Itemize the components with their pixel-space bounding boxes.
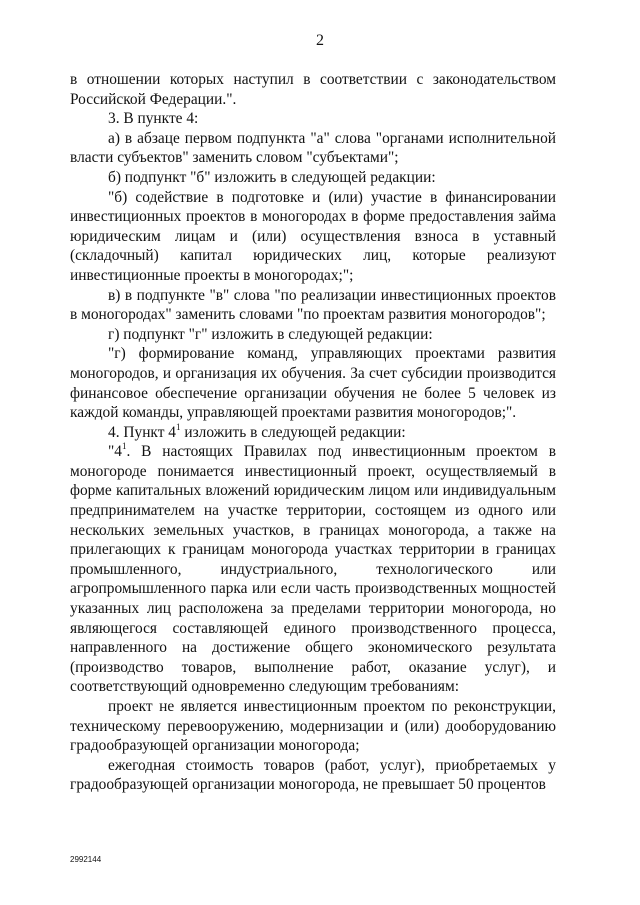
paragraph-7: г) подпункт "г" изложить в следующей редакции: xyxy=(108,325,433,343)
paragraph-10 xyxy=(70,442,556,697)
paragraph-9-end: изложить в следующей редакции: xyxy=(180,423,406,441)
page-number: 2 xyxy=(316,32,324,49)
paragraph-11: проект не является инвестиционным проектом по реконструкции, техническому перевооружению, модернизации и (или) дооборудованию градообразующей организации моногорода; xyxy=(70,698,556,755)
paragraph-2: 3. В пункте 4: xyxy=(108,110,199,128)
paragraph-9 xyxy=(70,423,556,443)
paragraph-5: "б) содействие в подготовке и (или) участие в финансировании инвестиционных проектов в моногородах в форме предоставления займа юридическим лицам и (или) осуществления взноса в уставный (складочный) капитал юридических лиц, которые реализуют инвестиционные проекты в моногородах;"; xyxy=(70,188,556,284)
paragraph-10-start: "4 xyxy=(108,443,122,461)
paragraph-9-start: 4. Пункт 4 xyxy=(108,423,176,441)
paragraph-8: "г) формирование команд, управляющих проектами развития моногородов, и организация их обучения. За счет субсидии производится финансовое обеспечение организации обучения не более 5 человек из каждой команды, управляющей проектами развития моногородов;". xyxy=(70,345,556,422)
superscript: 1 xyxy=(175,421,181,432)
paragraph-4: б) подпункт "б" изложить в следующей редакции: xyxy=(108,168,436,186)
paragraph-3: а) в абзаце первом подпункта "а" слова "органами исполнительной власти субъектов" заменить словом "субъектами"; xyxy=(70,129,556,167)
paragraph-1: в отношении которых наступил в соответствии с законодательством Российской Федерации.". xyxy=(70,71,556,108)
paragraph-12: ежегодная стоимость товаров (работ, услуг), приобретаемых у градообразующей организации моногорода, не превышает 50 процентов xyxy=(70,756,556,794)
paragraph-10-end: . В настоящих Правилах под инвестиционным проектом в моногороде понимается инвестиционный проект, осуществляемый в форме капитальных вложений юридическим лицом или индивидуальным предпринимателем на участке территории, состоящем из одного или нескольких земельных участков, в границах моногорода, а также на прилегающих к границам моногорода участках территории в границах промышленного, индустриального, технологического или агропромышленного парка или если часть производственных мощностей указанных лиц расположена за пределами территории моногорода, но являющегося составляющей единого производственного процесса, направленного на достижение общего экономического результата (производство товаров, выполнение работ, оказание услуг), и соответствующий одновременно следующим требованиям: xyxy=(70,443,556,696)
paragraph-6: в) в подпункте "в" слова "по реализации инвестиционных проектов в моногородах" заменить словами "по проектам развития моногородов"; xyxy=(70,286,556,324)
superscript: 1 xyxy=(121,441,127,452)
document-body xyxy=(70,70,556,795)
document-id: 2992144 xyxy=(70,855,102,864)
